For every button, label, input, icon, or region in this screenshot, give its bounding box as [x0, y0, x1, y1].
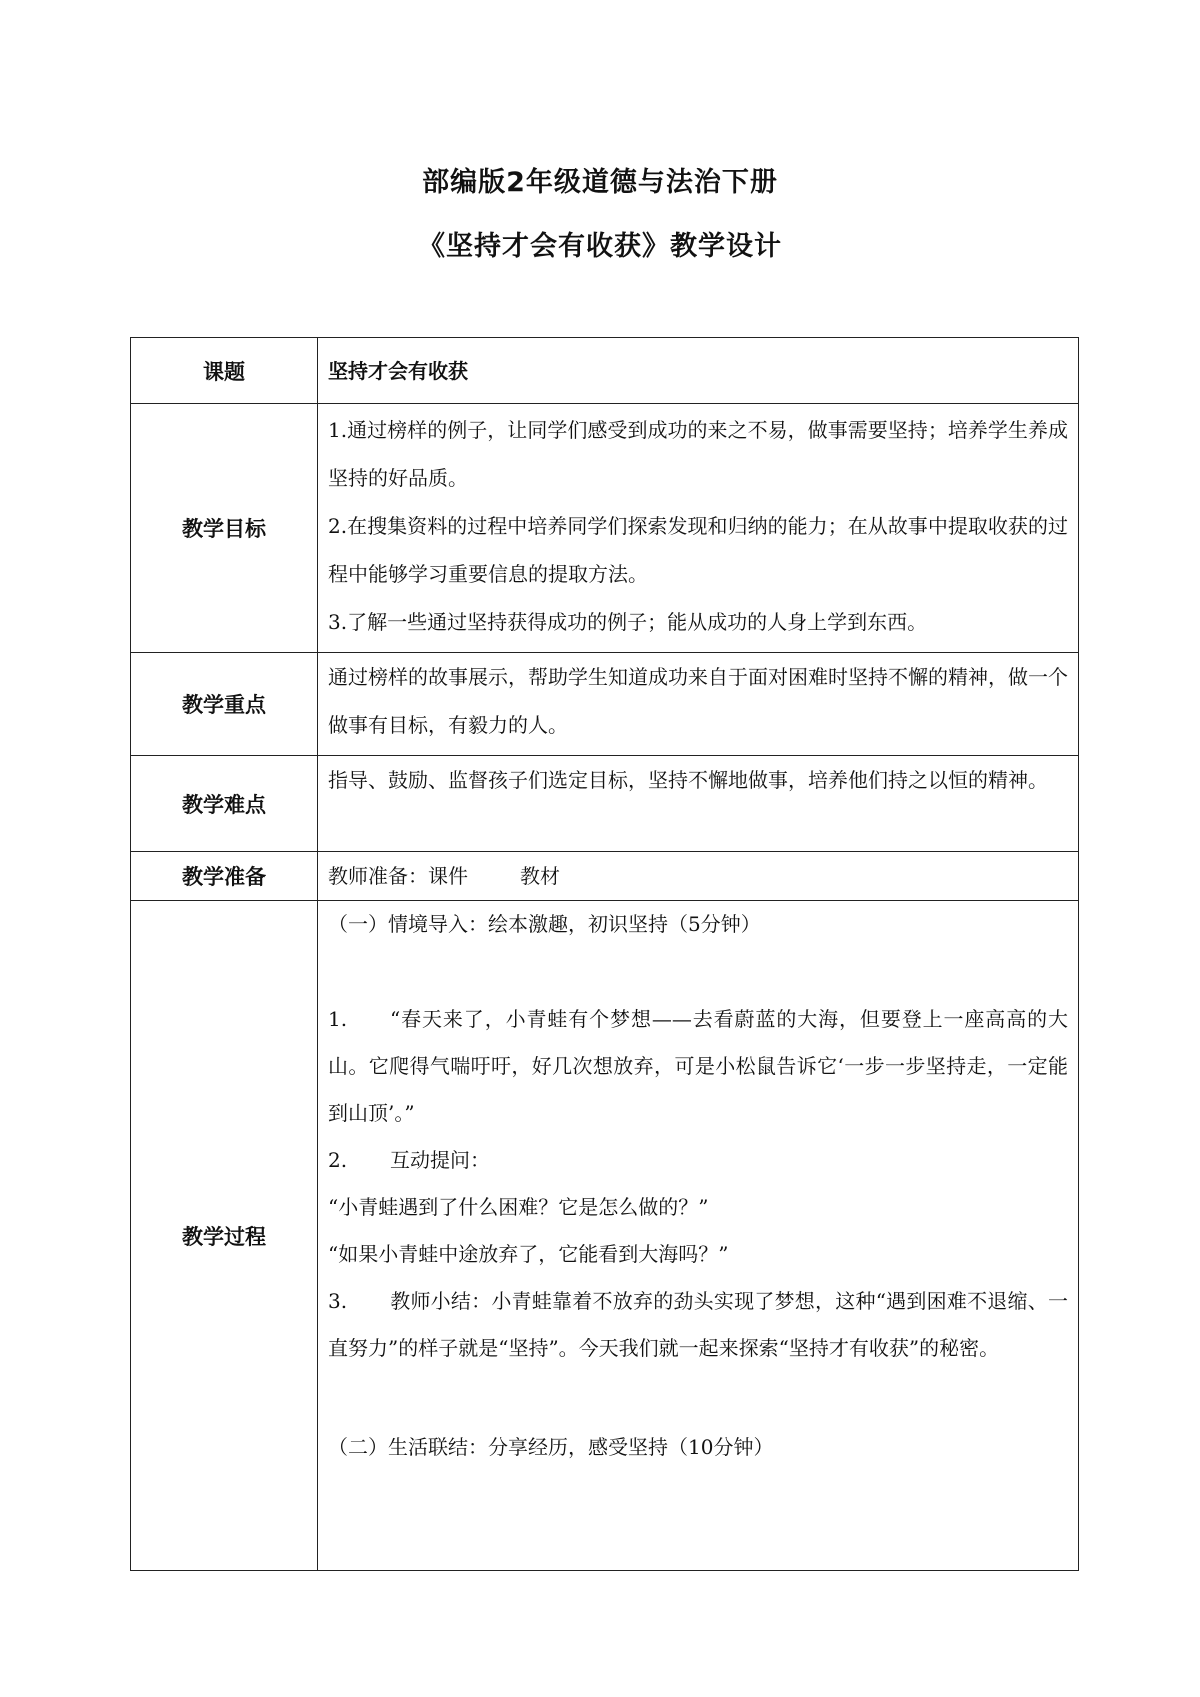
preparation-prefix: 教师准备：课件 [328, 864, 468, 888]
process-question-1: “小青蛙遇到了什么困难？它是怎么做的？” [328, 1195, 709, 1219]
value-goals [318, 404, 1079, 653]
process-section-2: （二）生活联结：分享经历，感受坚持（10分钟） [328, 1435, 774, 1459]
lesson-plan-table [130, 337, 1079, 1571]
value-topic: 坚持才会有收获 [318, 338, 1079, 404]
goal-item: 2.在搜集资料的过程中培养同学们探索发现和归纳的能力；在从故事中提取收获的过程中能够学习重要信息的提取方法。 [328, 514, 1068, 586]
label-difficulty: 教学难点 [131, 756, 318, 852]
preparation-item: 教材 [520, 864, 560, 888]
document-subtitle: 《坚持才会有收获》教学设计 [418, 231, 782, 262]
goal-item: 1.通过榜样的例子，让同学们感受到成功的来之不易，做事需要坚持；培养学生养成坚持的好品质。 [328, 418, 1068, 490]
row-preparation [131, 852, 1079, 901]
process-step-2: 2. 互动提问： [328, 1148, 490, 1172]
process-step-1: 1. “春天来了，小青蛙有个梦想——去看蔚蓝的大海，但要登上一座高高的大山。它爬得气喘吁吁，好几次想放弃，可是小松鼠告诉它‘一步一步坚持走，一定能到山顶’。” [328, 1007, 1068, 1125]
process-step-3: 3. 教师小结：小青蛙靠着不放弃的劲头实现了梦想，这种“遇到困难不退缩、一直努力”的样子就是“坚持”。今天我们就一起来探索“坚持才有收获”的秘密。 [328, 1289, 1068, 1360]
label-preparation: 教学准备 [131, 852, 318, 901]
row-topic [131, 338, 1079, 404]
value-difficulty: 指导、鼓励、监督孩子们选定目标，坚持不懈地做事，培养他们持之以恒的精神。 [318, 756, 1079, 852]
label-process: 教学过程 [131, 901, 318, 1571]
row-difficulty [131, 756, 1079, 852]
value-preparation [318, 852, 1079, 901]
process-section-1: （一）情境导入：绘本激趣，初识坚持（5分钟） [328, 912, 761, 936]
row-key-point [131, 653, 1079, 756]
value-process [318, 901, 1079, 1571]
process-question-2: “如果小青蛙中途放弃了，它能看到大海吗？” [328, 1242, 729, 1266]
row-goals [131, 404, 1079, 653]
label-goals: 教学目标 [131, 404, 318, 653]
label-topic: 课题 [131, 338, 318, 404]
document-title: 部编版2年级道德与法治下册 [422, 167, 778, 198]
row-process [131, 901, 1079, 1571]
goal-item: 3.了解一些通过坚持获得成功的例子；能从成功的人身上学到东西。 [328, 610, 928, 634]
value-key-point: 通过榜样的故事展示，帮助学生知道成功来自于面对困难时坚持不懈的精神，做一个做事有目标，有毅力的人。 [318, 653, 1079, 756]
label-key-point: 教学重点 [131, 653, 318, 756]
